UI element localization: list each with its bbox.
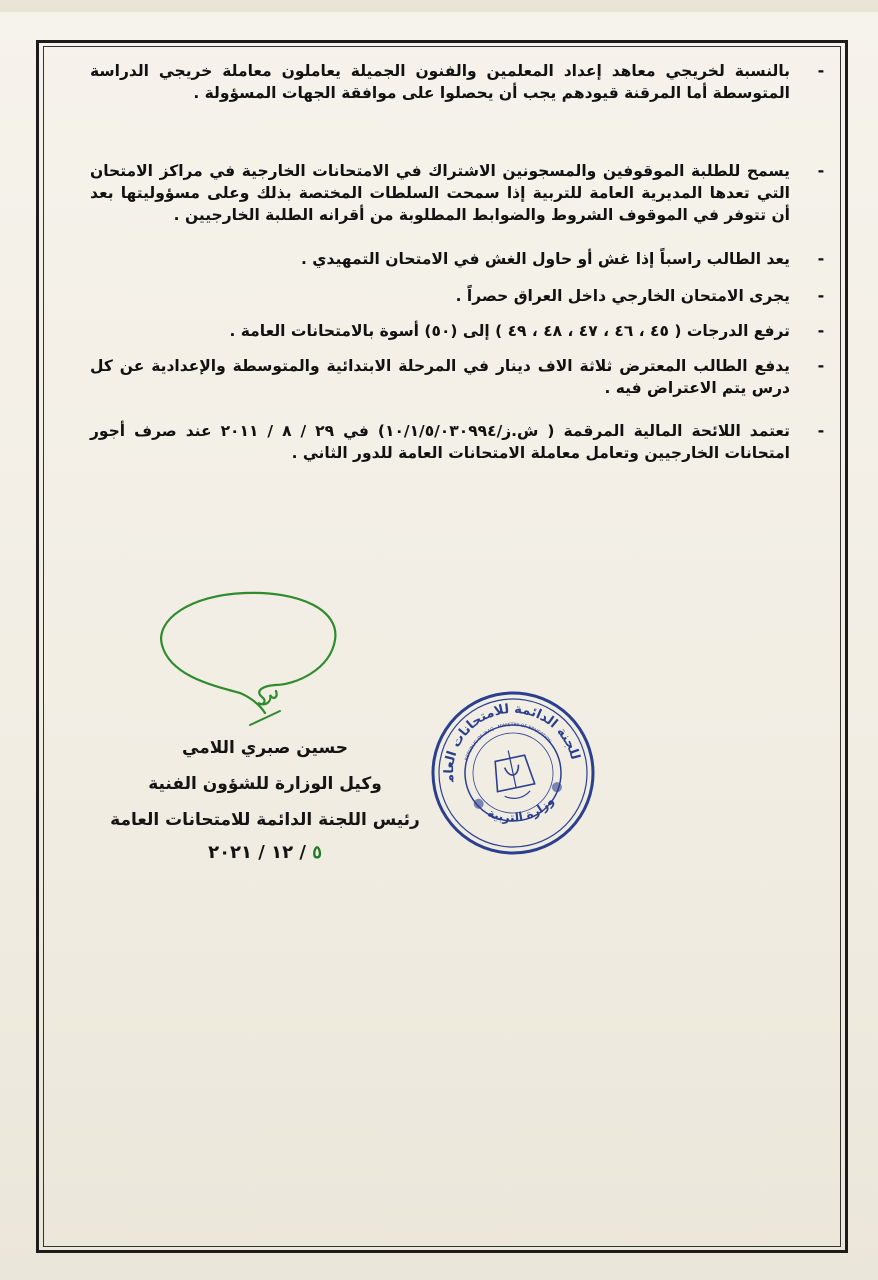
svg-text:اللجنة الدائمة للامتحانات العا [428, 688, 582, 791]
bullet-dash: - [817, 249, 825, 268]
clause-text: يدفع الطالب المعترض ثلاثة الاف دينار في المرحلة الابتدائية والمتوسطة والإعدادية عن كل درس يتم الاعتراض فيه . [90, 357, 790, 397]
svg-text:وزارة التربية [483, 792, 560, 831]
bullet-dash: - [817, 61, 825, 80]
bullet-dash: - [817, 161, 825, 180]
page-top-edge [0, 0, 878, 12]
stamp-inner-text: REPUBLIC OF IRAQ · MINISTRY OF EDUCATION [464, 722, 552, 762]
clause-text: تعتمد اللائحة المالية المرقمة ( ش.ز/١٠/١/٥/٠٣٠٩٩٤) في ٢٩ / ٨ / ٢٠١١ عند صرف أجور امتحانات الخارجيين وتعامل معاملة الامتحانات العامة للدور الثاني . [90, 422, 790, 462]
date-month-year: / ١٢ / ٢٠٢١ [208, 842, 306, 863]
clause-teacher-institutes [90, 60, 825, 104]
signature-date [100, 842, 430, 863]
clause-grade-rounding [90, 320, 825, 342]
clause-text: يجرى الامتحان الخارجي داخل العراق حصراً . [455, 287, 790, 305]
clause-cheating [90, 248, 825, 270]
clause-financial-regulation [90, 420, 825, 464]
clause-objection-fee [90, 355, 825, 399]
date-day: ٥ [312, 842, 322, 863]
signatory-committee: رئيس اللجنة الدائمة للامتحانات العامة [110, 810, 420, 830]
bullet-dash: - [817, 356, 825, 375]
official-stamp [428, 688, 598, 858]
clause-text: ترفع الدرجات ( ٤٥ ، ٤٦ ، ٤٧ ، ٤٨ ، ٤٩ ) إلى (٥٠) أسوة بالامتحانات العامة . [229, 322, 790, 340]
clause-text: يسمح للطلبة الموقوفين والمسجونين الاشتراك في الامتحانات الخارجية في مراكز الامتحان التي تعدها المديرية العامة للتربية إذا سمحت السلطات المختصة بذلك وعلى مسؤوليتها بعد أن تتوفر في الموقوف الشروط والضوابط المطلوبة من أقرانه الطلبة الخارجيين . [90, 162, 790, 224]
stamp-top-text: اللجنة الدائمة للامتحانات العامة [441, 701, 583, 783]
stamp-bottom-text: وزارة التربية [485, 793, 557, 825]
bullet-dash: - [817, 321, 825, 340]
signatory-title: وكيل الوزارة للشؤون الفنية [148, 774, 382, 794]
clause-detained-students [90, 160, 825, 226]
clause-text: يعد الطالب راسباً إذا غش أو حاول الغش في الامتحان التمهيدي . [301, 250, 790, 268]
handwritten-signature [150, 585, 350, 735]
bullet-dash: - [817, 421, 825, 440]
signature-block [100, 730, 430, 863]
bullet-dash: - [817, 286, 825, 305]
clause-inside-iraq [90, 285, 825, 307]
signatory-name: حسين صبري اللامي [182, 738, 348, 758]
clause-text: بالنسبة لخريجي معاهد إعداد المعلمين والفنون الجميلة يعاملون معاملة خريجي الدراسة المتوسطة أما المرقنة قيودهم يجب أن يحصلوا على موافقة الجهات المسؤولة . [90, 62, 790, 102]
